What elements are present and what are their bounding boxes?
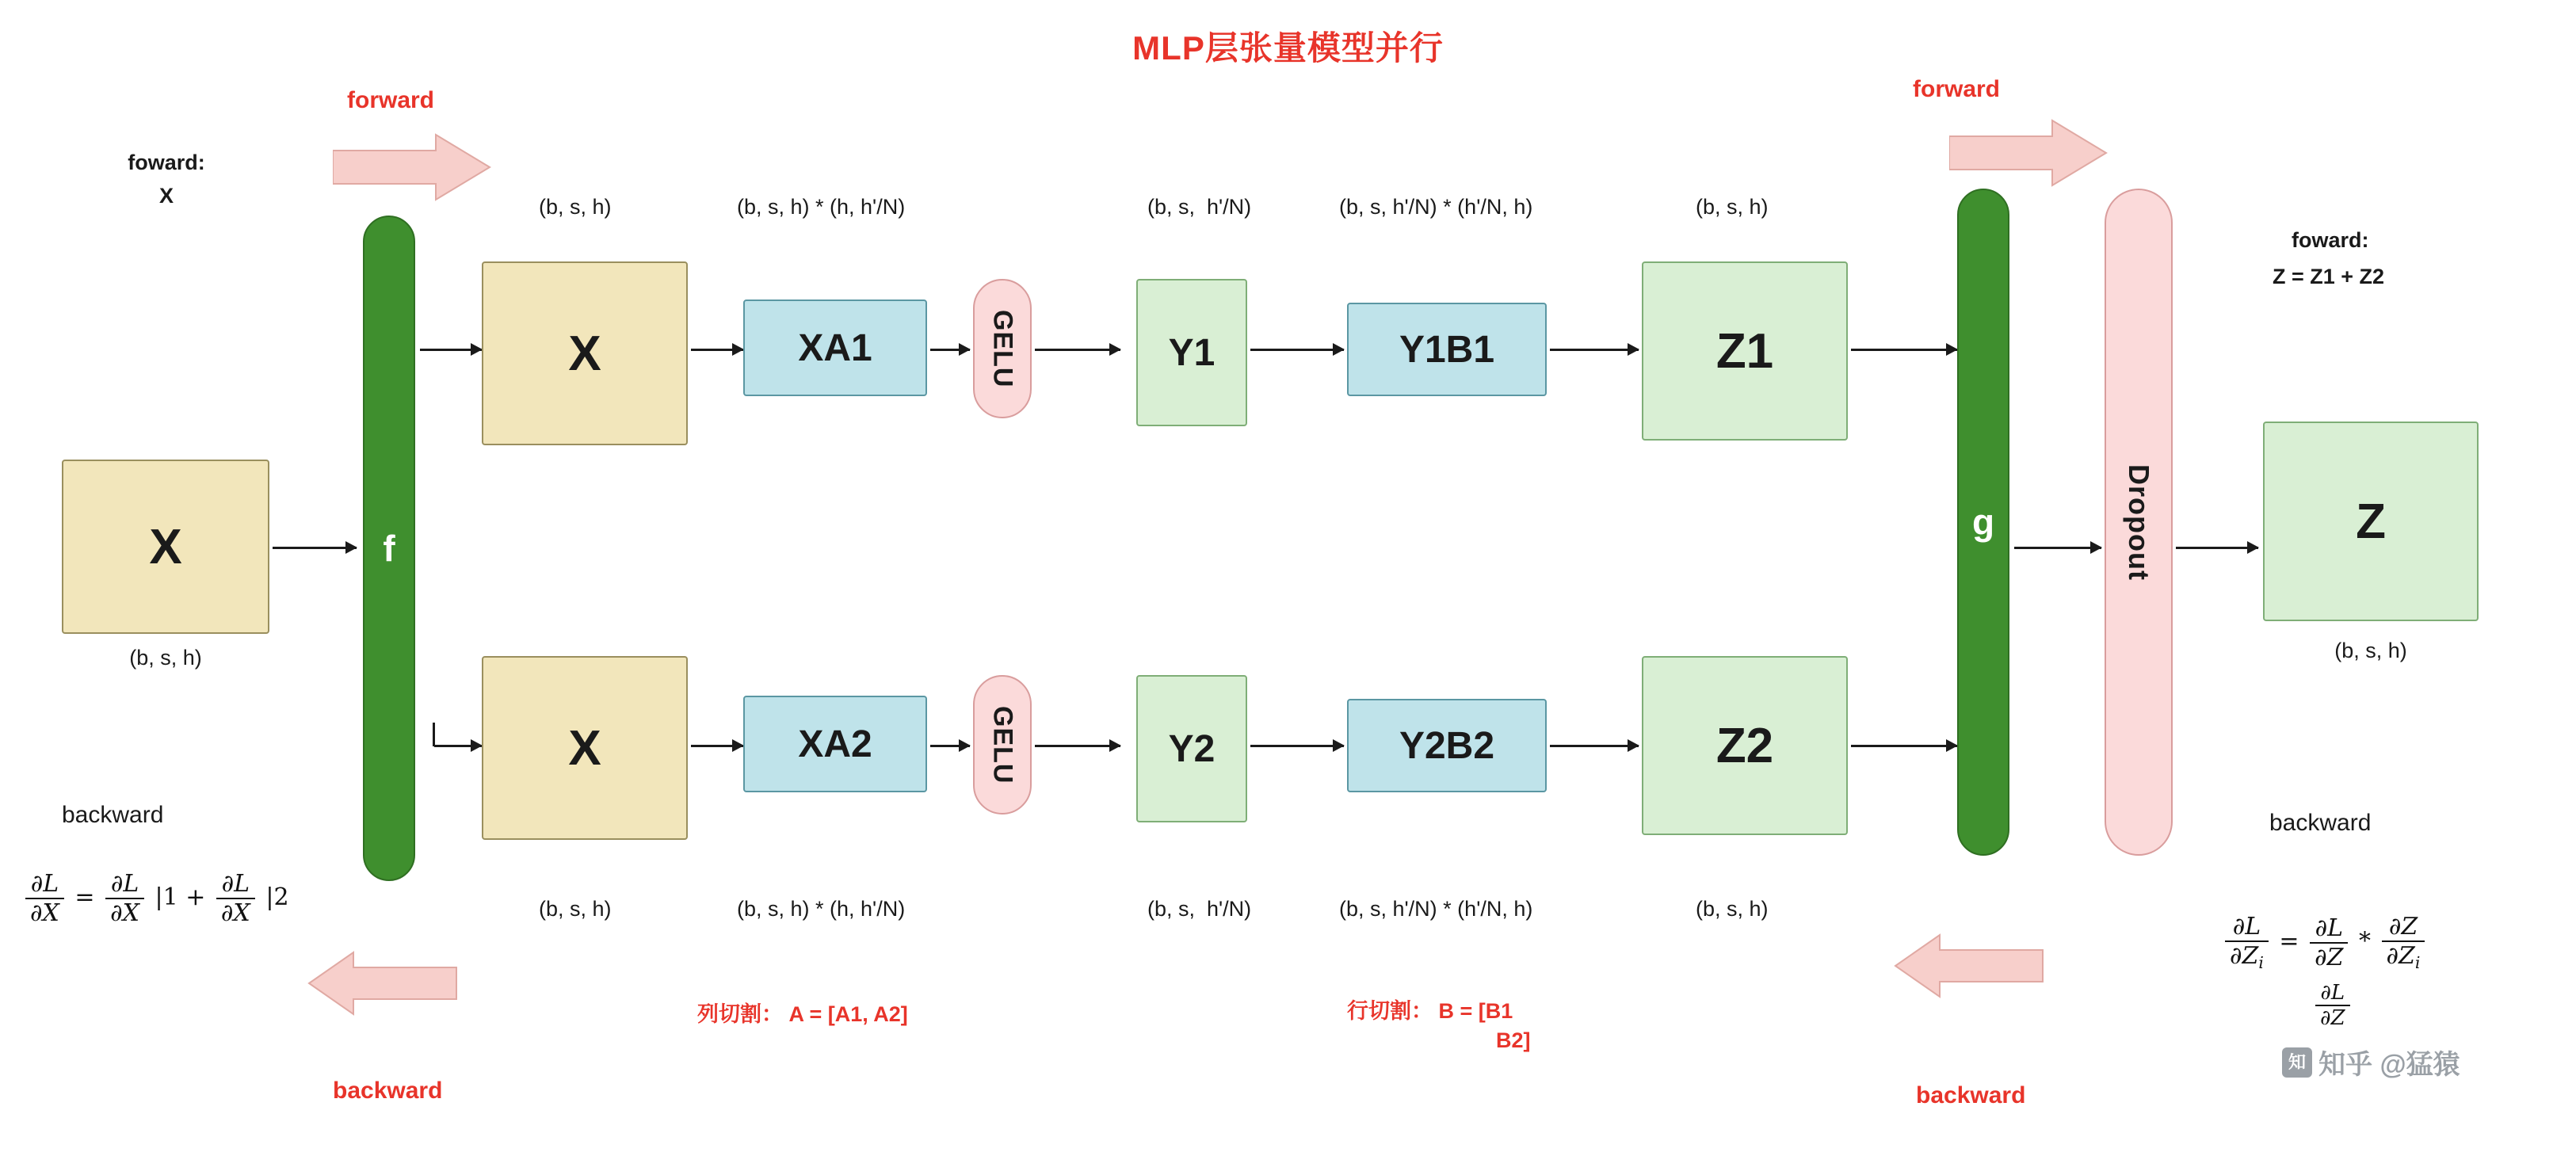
arrow-f-to-x2 bbox=[434, 745, 482, 747]
arrow-bottomxa-to-gelu bbox=[930, 745, 970, 747]
shape-top-1: (b, s, h) * (h, h'/N) bbox=[737, 195, 906, 219]
note-col-split: 列切割： A = [A1, A2] bbox=[697, 1002, 908, 1026]
input-x-shape: (b, s, h) bbox=[129, 646, 202, 670]
bottom-z-box: Z2 bbox=[1642, 656, 1848, 835]
arrow-topx-to-xa1 bbox=[691, 349, 743, 351]
arrow-y1b1-to-z1 bbox=[1550, 349, 1639, 351]
input-x-box: X bbox=[62, 460, 269, 634]
label-foward-left-title: foward: bbox=[128, 151, 205, 174]
arrow-gelu-to-y2 bbox=[1035, 745, 1120, 747]
label-foward-left-value: X bbox=[158, 184, 174, 208]
arrow-f-to-x1 bbox=[420, 349, 482, 351]
shape-bottom-2: (b, s, h'/N) bbox=[1147, 897, 1252, 921]
label-backward-left: backward bbox=[62, 802, 164, 828]
shape-top-4: (b, s, h) bbox=[1696, 195, 1769, 219]
dropout-node bbox=[2105, 189, 2173, 856]
bottom-gelu-pill bbox=[973, 675, 1032, 815]
backward-block-arrow-left bbox=[307, 951, 458, 1020]
shape-bottom-1: (b, s, h) * (h, h'/N) bbox=[737, 897, 906, 921]
bottom-xa-box: XA2 bbox=[743, 696, 927, 792]
output-z-shape: (b, s, h) bbox=[2334, 639, 2407, 662]
arrow-y1-to-y1b1 bbox=[1250, 349, 1344, 351]
watermark-text: 知乎 @猛猿 bbox=[2318, 1050, 2460, 1080]
dropout-label: Dropout bbox=[2123, 464, 2155, 581]
zhihu-logo-icon: 知 bbox=[2282, 1047, 2312, 1078]
shape-top-2: (b, s, h'/N) bbox=[1147, 195, 1252, 219]
arrow-y2-to-y2b2 bbox=[1250, 745, 1344, 747]
shape-bottom-4: (b, s, h) bbox=[1696, 897, 1769, 921]
top-gelu-pill bbox=[973, 279, 1032, 418]
arrow-z1-to-g bbox=[1851, 349, 1957, 351]
label-forward-left: forward bbox=[347, 87, 435, 113]
label-backward-right: backward bbox=[2269, 810, 2372, 836]
note-row-split-1: 行切割： B = [B1 bbox=[1347, 999, 1513, 1023]
top-gelu-label: GELU bbox=[987, 309, 1018, 388]
label-foward-right-value: Z = Z1 + Z2 bbox=[2273, 265, 2385, 288]
arrow-z2-to-g bbox=[1851, 745, 1957, 747]
forward-block-arrow-left bbox=[333, 133, 491, 205]
label-foward-right-title: foward: bbox=[2292, 228, 2369, 252]
arrow-dropout-to-z bbox=[2176, 547, 2258, 549]
bottom-gelu-label: GELU bbox=[987, 705, 1018, 784]
watermark bbox=[2282, 1043, 2460, 1082]
arrow-f-to-x2-riser bbox=[433, 723, 435, 746]
top-yb-box: Y1B1 bbox=[1347, 303, 1547, 396]
right-gradient-formula: $\frac{\partial L}{\partial Z_i}$ = $\frac{\partial L}{\partial Z}$ * $\frac{\partial Z}{\partial Z_i}$ bbox=[2222, 913, 2428, 972]
label-backward-left-bottom: backward bbox=[333, 1078, 443, 1104]
arrow-topxa-to-gelu bbox=[930, 349, 970, 351]
backward-block-arrow-right bbox=[1894, 933, 2044, 1002]
top-xa-box: XA1 bbox=[743, 299, 927, 396]
arrow-gelu-to-y1 bbox=[1035, 349, 1120, 351]
shape-bottom-0: (b, s, h) bbox=[539, 897, 612, 921]
arrow-x-to-f bbox=[273, 547, 357, 549]
label-backward-right-bottom: backward bbox=[1916, 1082, 2026, 1108]
f-node bbox=[363, 216, 415, 881]
top-x-box: X bbox=[482, 261, 688, 445]
label-forward-right: forward bbox=[1913, 76, 2001, 102]
top-z-box: Z1 bbox=[1642, 261, 1848, 441]
bottom-yb-box: Y2B2 bbox=[1347, 699, 1547, 792]
forward-block-arrow-right bbox=[1949, 119, 2108, 191]
right-gradient-formula-extra: $\frac{\partial L}{\partial Z}$ bbox=[2312, 981, 2353, 1030]
shape-top-3: (b, s, h'/N) * (h'/N, h) bbox=[1339, 195, 1533, 219]
arrow-g-to-dropout bbox=[2014, 547, 2101, 549]
arrow-bottomx-to-xa2 bbox=[691, 745, 743, 747]
output-z-box: Z bbox=[2263, 422, 2479, 621]
g-node bbox=[1957, 189, 2009, 856]
bottom-x-box: X bbox=[482, 656, 688, 840]
left-gradient-formula: $\frac{\partial L}{\partial X}$ = $\frac{\partial L}{\partial X}$ |1 + $\frac{\partial L}{\partial X}$ |2 bbox=[22, 870, 289, 927]
f-node-label: f bbox=[383, 528, 395, 569]
arrow-y2b2-to-z2 bbox=[1550, 745, 1639, 747]
shape-bottom-3: (b, s, h'/N) * (h'/N, h) bbox=[1339, 897, 1533, 921]
page-title: MLP层张量模型并行 bbox=[1132, 29, 1444, 67]
shape-top-0: (b, s, h) bbox=[539, 195, 612, 219]
top-y-box: Y1 bbox=[1136, 279, 1247, 426]
g-node-label: g bbox=[1971, 502, 1995, 543]
note-row-split-2: B2] bbox=[1496, 1028, 1531, 1052]
bottom-y-box: Y2 bbox=[1136, 675, 1247, 822]
